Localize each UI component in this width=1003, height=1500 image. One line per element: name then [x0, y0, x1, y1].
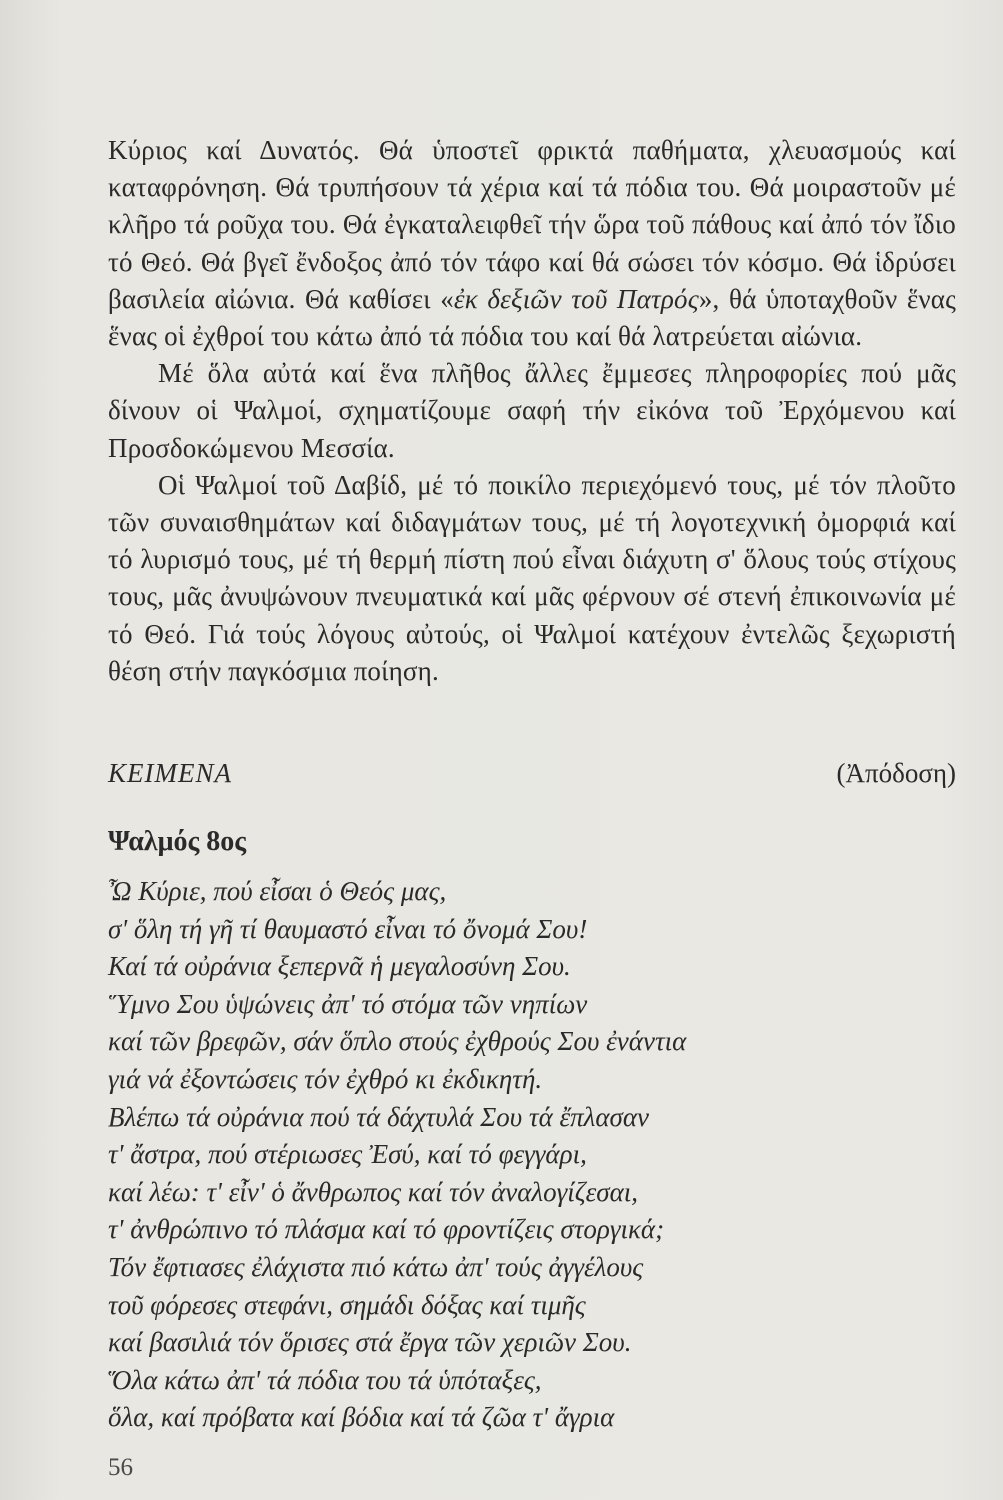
paragraph-1-text: Κύριος καί Δυνατός. Θά ὑποστεῖ φρικτά παθήματα, χλευασμούς καί καταφρόνηση. Θά τρυπήσουν τά χέρια καί τά πόδια του. Θά μοιραστοῦν μέ κλῆρο τά ροῦχα του. Θά ἐγκαταλειφθεῖ τήν ὥρα τοῦ πάθους καί ἀπό τόν ἴδιο τό Θεό. Θά βγεῖ ἔνδοξος ἀπό τόν τάφο καί θά σώσει τόν κόσμο. Θά ἱδρύσει βασιλεία αἰώνια. Θά καθίσει « — [108, 135, 956, 314]
prose-block — [108, 132, 956, 690]
paragraph-1 — [108, 132, 956, 355]
verse-line: τ' ἀνθρώπινο τό πλάσμα καί τό φροντίζεις στοργικά; — [108, 1214, 665, 1245]
paragraph-2 — [108, 355, 956, 467]
section-heading — [108, 758, 956, 789]
section-label: ΚΕΙΜΕΝΑ — [108, 758, 232, 788]
paragraph-3-text: Οἱ Ψαλμοί τοῦ Δαβίδ, μέ τό ποικίλο περιεχόμενό τους, μέ τόν πλοῦτο τῶν συναισθημάτων καί διδαγμάτων τους, μέ τή λογοτεχνική ὀμορφιά καί τό λυρισμό τους, μέ τή θερμή πίστη πού εἶναι διάχυτη σ' ὅλους τούς στίχους τους, μᾶς ἀνυψώνουν πνευματικά καί μᾶς φέρνουν σέ στενή ἐπικοινωνία μέ τό Θεό. Γιά τούς λόγους αὐτούς, οἱ Ψαλμοί κατέχουν ἐντελῶς ξεχωριστή θέση στήν παγκόσμια ποίηση. — [108, 469, 956, 686]
verse-line: Βλέπω τά οὐράνια πού τά δάχτυλά Σου τά ἔπλασαν — [108, 1101, 649, 1132]
paragraph-1-tail: », θά ὑποταχθοῦν ἕνας ἕνας οἱ ἐχθροί του κάτω ἀπό τά πόδια του καί θά λατρεύεται αἰώνια. — [108, 283, 957, 352]
verse-line: τοῦ φόρεσες στεφάνι, σημάδι δόξας καί τιμῆς — [108, 1289, 586, 1320]
verse-line: καί βασιλιά τόν ὅρισες στά ἔργα τῶν χεριῶν Σου. — [108, 1327, 632, 1358]
verse-line: Ὕμνο Σου ὑψώνεις ἀπ' τό στόμα τῶν νηπίων — [108, 988, 588, 1019]
verse-line: ὅλα, καί πρόβατα καί βόδια καί τά ζῶα τ' ἄγρια — [108, 1402, 615, 1433]
verse-line: καί τῶν βρεφῶν, σάν ὅπλο στούς ἐχθρούς Σου ἐνάντια — [108, 1026, 687, 1057]
verse-line: Καί τά οὐράνια ξεπερνᾶ ἡ μεγαλοσύνη Σου. — [108, 951, 571, 982]
section-note: (Ἀπόδοση) — [836, 758, 956, 788]
verse-line: τ' ἄστρα, πού στέριωσες Ἐσύ, καί τό φεγγάρι, — [108, 1139, 587, 1170]
verse-line: Ὦ Κύριε, πού εἶσαι ὁ Θεός μας, — [108, 876, 447, 906]
verse-line: Τόν ἔφτιασες ἐλάχιστα πιό κάτω ἀπ' τούς ἀγγέλους — [108, 1251, 644, 1282]
psalm-title: Ψαλμός 8ος — [108, 826, 247, 857]
paragraph-3 — [108, 467, 956, 690]
italic-quote: ἐκ δεξιῶν τοῦ Πατρός — [453, 283, 699, 314]
verse-line: γιά νά ἐξοντώσεις τόν ἐχθρό κι ἐκδικητή. — [108, 1063, 543, 1094]
verse-line: Ὅλα κάτω ἀπ' τά πόδια του τά ὑπόταξες, — [108, 1364, 542, 1395]
page-number: 56 — [108, 1454, 133, 1481]
verse-line: καί λέω: τ' εἶν' ὁ ἄνθρωπος καί τόν ἀναλογίζεσαι, — [108, 1176, 639, 1207]
psalm-verses — [108, 873, 686, 1437]
paragraph-2-text: Μέ ὅλα αὐτά καί ἕνα πλῆθος ἄλλες ἔμμεσες πληροφορίες πού μᾶς δίνουν οἱ Ψαλμοί, σχηματίζουμε σαφή τήν εἰκόνα τοῦ Ἐρχόμενου καί Προσδοκώμενου Μεσσία. — [108, 358, 956, 463]
verse-line: σ' ὅλη τή γῆ τί θαυμαστό εἶναι τό ὄνομά Σου! — [108, 913, 588, 944]
